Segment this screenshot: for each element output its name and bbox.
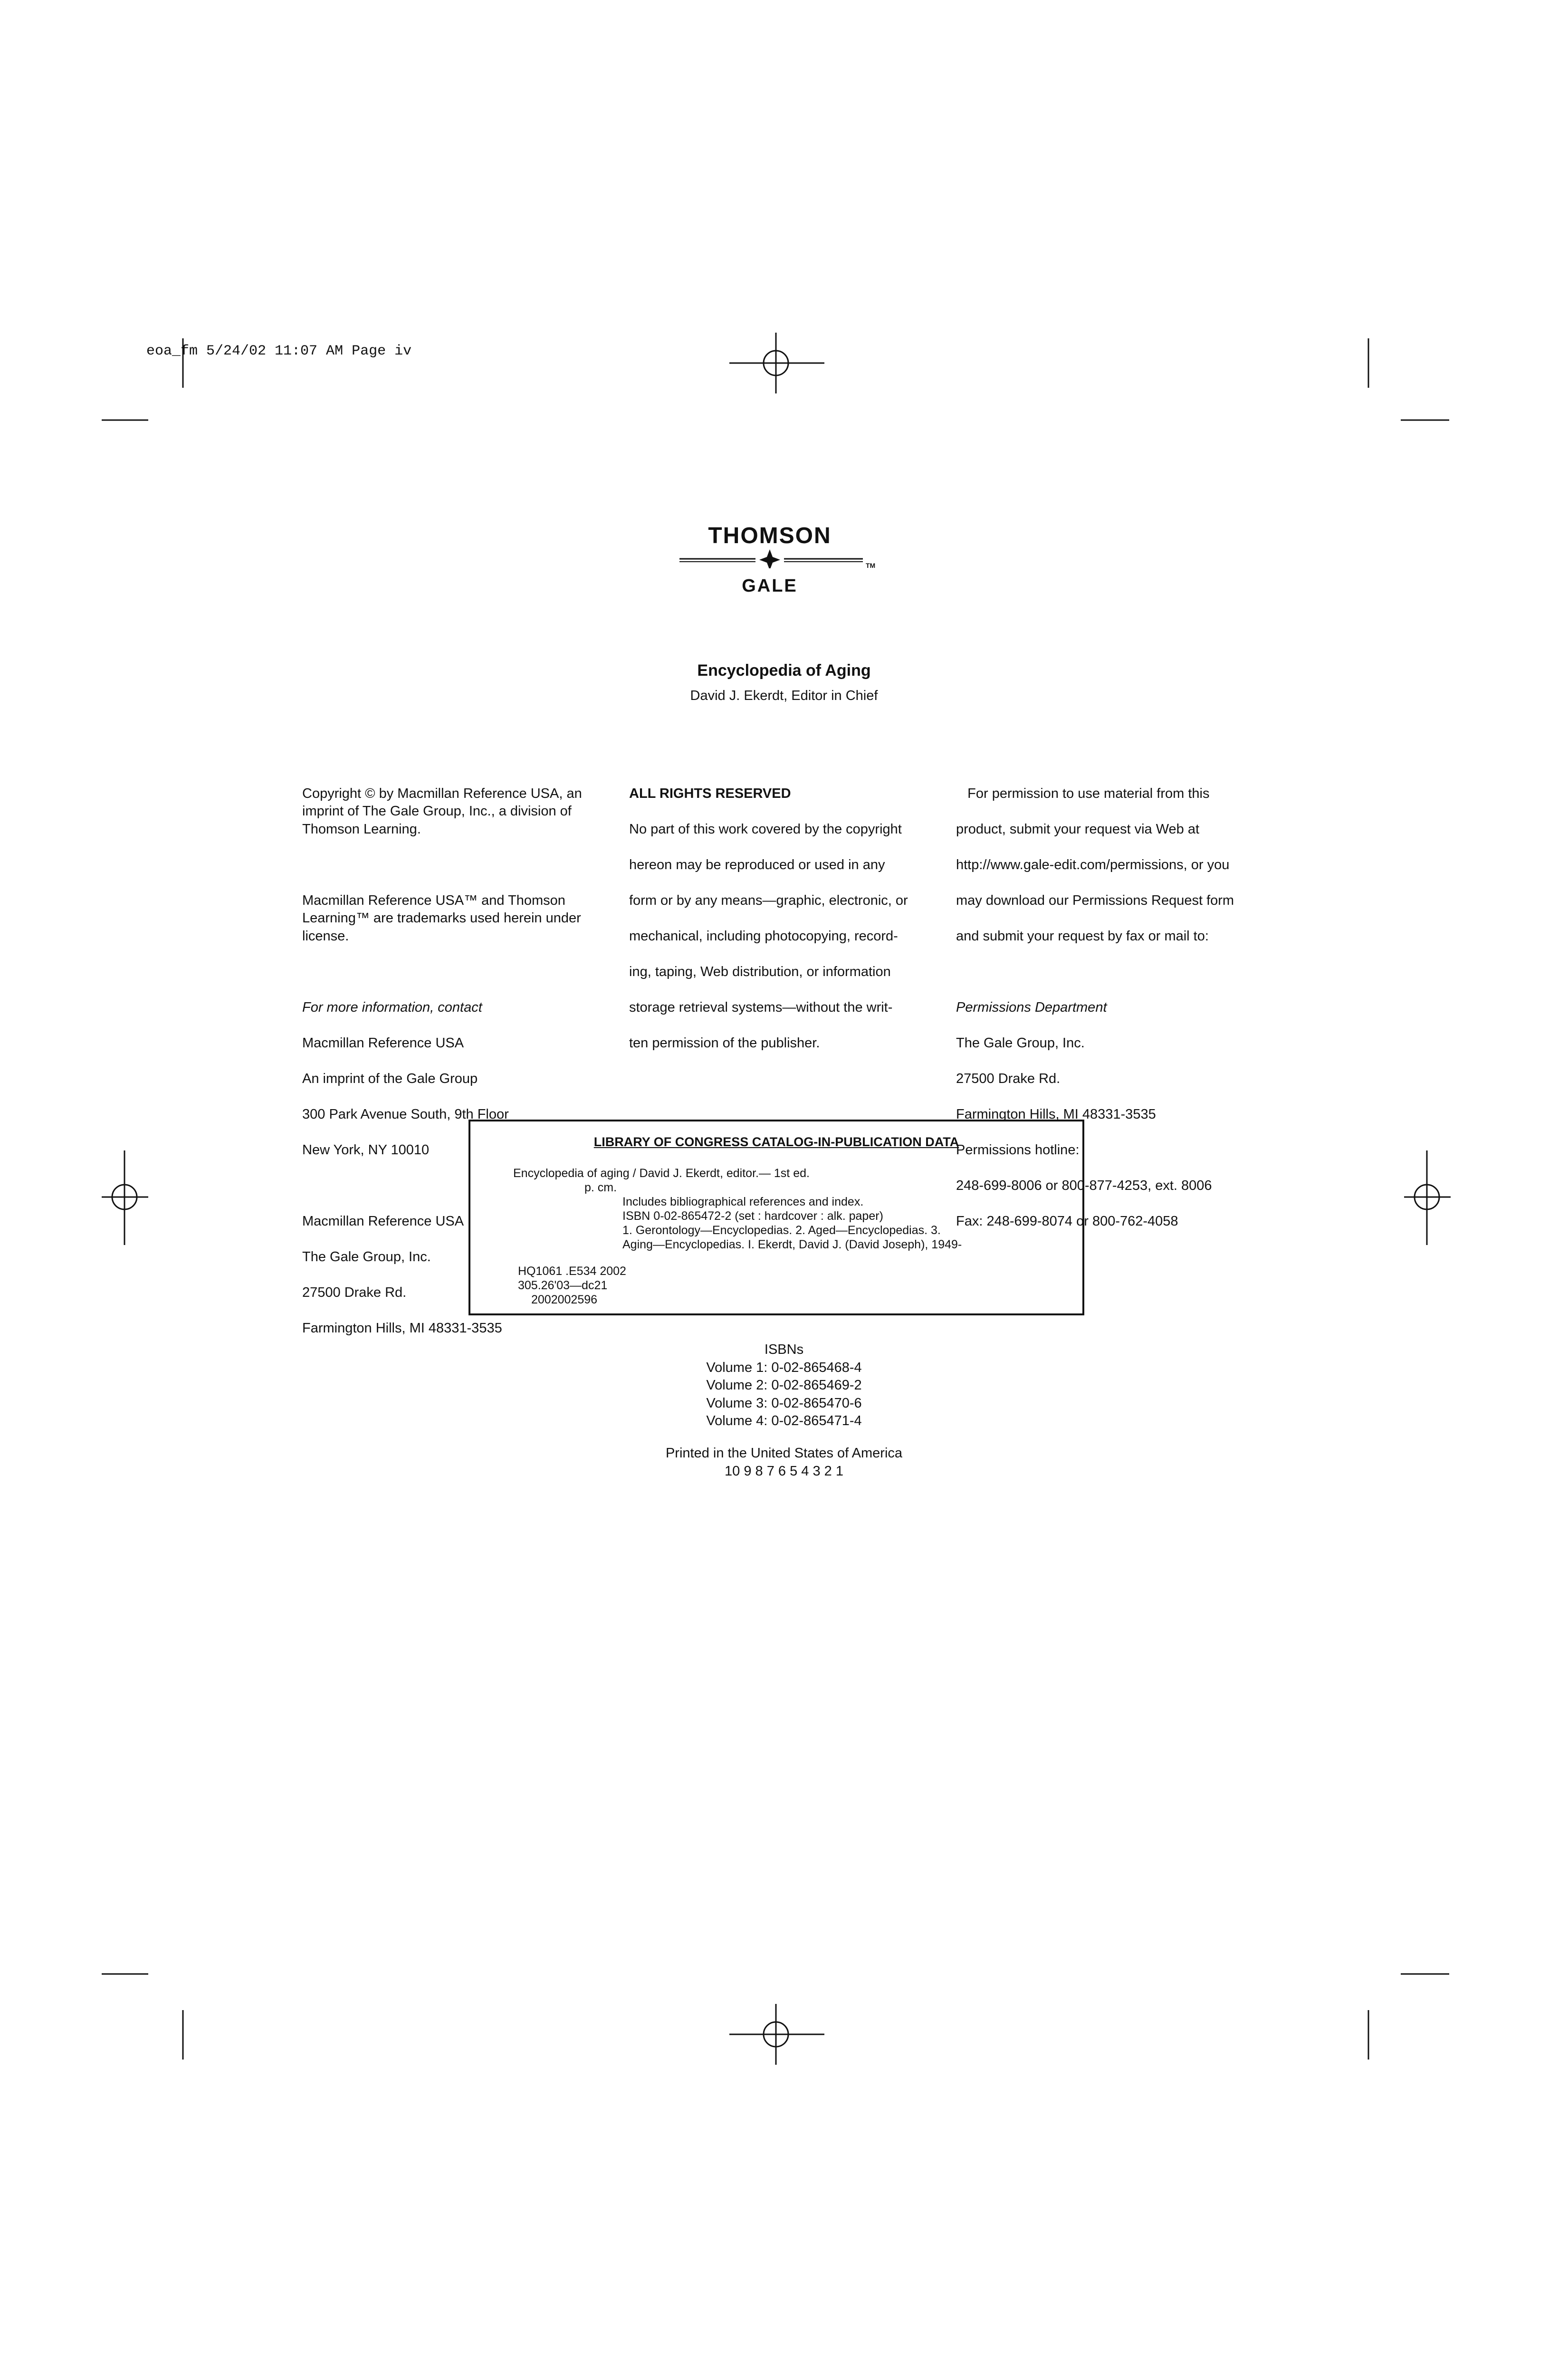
rights-column xyxy=(629,767,933,1070)
cip-heading: LIBRARY OF CONGRESS CATALOG-IN-PUBLICATION DATA xyxy=(593,1135,959,1149)
address-line: 300 Park Avenue South, 9th Floor xyxy=(302,1106,509,1122)
rights-line: mechanical, including photocopying, record- xyxy=(629,928,898,944)
address-line: 27500 Drake Rd. xyxy=(302,1284,407,1300)
isbn-volume: Volume 1: 0-02-865468-4 xyxy=(706,1360,862,1375)
permissions-address: Farmington Hills, MI 48331-3535 xyxy=(956,1106,1156,1122)
cip-note: 1. Gerontology—Encyclopedias. 2. Aged—Encyclopedias. 3. xyxy=(622,1224,941,1237)
isbn-block xyxy=(594,1341,974,1430)
publisher-logo xyxy=(679,523,889,599)
cip-lccn: 2002002596 xyxy=(531,1293,598,1306)
cip-note: Includes bibliographical references and index. xyxy=(622,1195,864,1208)
rights-line: storage retrieval systems—without the writ- xyxy=(629,999,893,1015)
address-line: New York, NY 10010 xyxy=(302,1142,430,1158)
permissions-dept: Permissions Department xyxy=(956,999,1107,1015)
copyright-text: Copyright © by Macmillan Reference USA, an imprint of The Gale Group, Inc., a division of Thomson Learning. xyxy=(302,786,582,837)
rights-line: No part of this work covered by the copyright xyxy=(629,821,902,837)
rights-line: hereon may be reproduced or used in any xyxy=(629,857,885,872)
permissions-line: product, submit your request via Web at xyxy=(956,821,1200,837)
printer-slug: eoa_fm 5/24/02 11:07 AM Page iv xyxy=(146,343,412,359)
rights-line: ing, taping, Web distribution, or information xyxy=(629,964,891,979)
permissions-line: and submit your request by fax or mail to: xyxy=(956,928,1209,944)
rights-line: form or by any means—graphic, electronic, or xyxy=(629,892,908,908)
permissions-line: http://www.gale-edit.com/permissions, or you xyxy=(956,857,1230,872)
permissions-address: Permissions hotline: xyxy=(956,1142,1080,1158)
printed-location: Printed in the United States of America xyxy=(665,1446,903,1461)
rights-line: ten permission of the publisher. xyxy=(629,1035,820,1051)
registration-mark-left xyxy=(102,1150,148,1245)
cip-note: ISBN 0-02-865472-2 (set : hardcover : alk. paper) xyxy=(622,1209,883,1223)
editor-line: David J. Ekerdt, Editor in Chief xyxy=(690,688,878,703)
cip-classification: 305.26'03—dc21 xyxy=(518,1279,608,1292)
cip-pcm: p. cm. xyxy=(584,1181,617,1194)
cip-entry: Encyclopedia of aging / David J. Ekerdt, editor.— 1st ed. xyxy=(513,1167,810,1180)
logo-gale: GALE xyxy=(742,576,798,596)
book-title: Encyclopedia of Aging xyxy=(697,661,871,680)
isbn-volume: Volume 4: 0-02-865471-4 xyxy=(706,1413,862,1428)
trademark-text: Macmillan Reference USA™ and Thomson Learning™ are trademarks used herein under license. xyxy=(302,892,581,944)
logo-thomson: THOMSON xyxy=(708,523,832,548)
permissions-address: 248-699-8006 or 800-877-4253, ext. 8006 xyxy=(956,1178,1212,1193)
cip-note: Aging—Encyclopedias. I. Ekerdt, David J. (David Joseph), 1949- xyxy=(622,1238,962,1251)
permissions-line: may download our Permissions Request form xyxy=(956,892,1234,908)
address-line: An imprint of the Gale Group xyxy=(302,1071,478,1086)
registration-mark-right xyxy=(1404,1150,1451,1245)
isbn-heading: ISBNs xyxy=(764,1342,804,1357)
isbn-volume: Volume 3: 0-02-865470-6 xyxy=(706,1395,862,1411)
isbn-volume: Volume 2: 0-02-865469-2 xyxy=(706,1378,862,1393)
cip-data-box xyxy=(468,1120,1084,1315)
permissions-address: The Gale Group, Inc. xyxy=(956,1035,1085,1051)
logo-trademark: TM xyxy=(866,562,876,569)
contact-heading: For more information, contact xyxy=(302,999,482,1015)
address-line: Macmillan Reference USA xyxy=(302,1213,464,1229)
address-line: Farmington Hills, MI 48331-3535 xyxy=(302,1320,502,1336)
address-line: Macmillan Reference USA xyxy=(302,1035,464,1051)
permissions-line: For permission to use material from this xyxy=(956,786,1210,801)
registration-mark-top xyxy=(729,333,824,393)
star-rule-icon xyxy=(679,549,865,568)
cip-call-number: HQ1061 .E534 2002 xyxy=(518,1265,626,1278)
print-line: 10 9 8 7 6 5 4 3 2 1 xyxy=(725,1463,843,1479)
printing-block xyxy=(594,1445,974,1480)
address-line: The Gale Group, Inc. xyxy=(302,1249,431,1265)
registration-mark-bottom xyxy=(729,2004,824,2065)
permissions-address: Fax: 248-699-8074 or 800-762-4058 xyxy=(956,1213,1178,1229)
permissions-address: 27500 Drake Rd. xyxy=(956,1071,1061,1086)
rights-heading: ALL RIGHTS RESERVED xyxy=(629,786,791,801)
